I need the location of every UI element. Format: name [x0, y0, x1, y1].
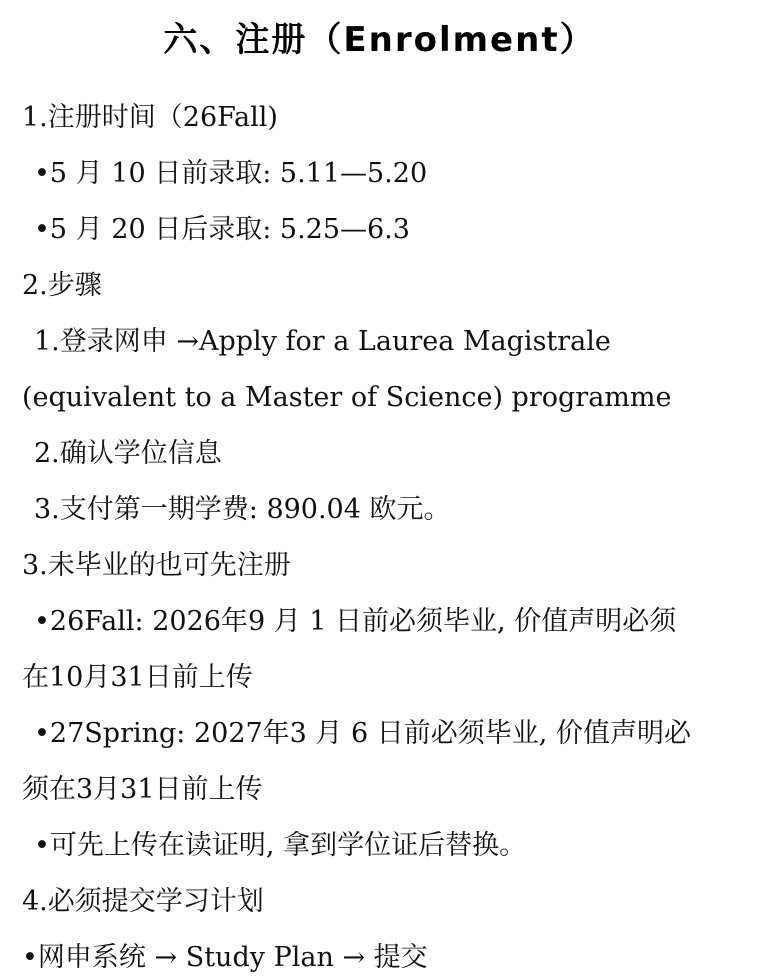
list-item-continuation: (equivalent to a Master of Science) programme	[22, 382, 672, 413]
list-item: •5 月 10 日前录取: 5.11—5.20	[34, 158, 428, 189]
list-item: 3.支付第一期学费: 890.04 欧元。	[34, 494, 451, 525]
list-item: •网申系统 → Study Plan → 提交	[22, 942, 428, 973]
list-item-continuation: 在10月31日前上传	[22, 662, 253, 693]
list-item: •可先上传在读证明, 拿到学位证后替换。	[34, 830, 527, 861]
page-title: 六、注册（Enrolment）	[163, 20, 596, 60]
list-item: •26Fall: 2026年9 月 1 日前必须毕业, 价值声明必须	[34, 606, 677, 637]
list-item: •5 月 20 日后录取: 5.25—6.3	[34, 214, 410, 245]
list-item: 2.确认学位信息	[34, 438, 222, 469]
section-heading-steps: 2.步骤	[22, 270, 102, 301]
list-item: •27Spring: 2027年3 月 6 日前必须毕业, 价值声明必	[34, 718, 691, 749]
section-heading-registration-time: 1.注册时间（26Fall)	[22, 102, 278, 133]
list-item-continuation: 须在3月31日前上传	[22, 774, 263, 805]
section-heading-study-plan: 4.必须提交学习计划	[22, 886, 264, 917]
section-heading-early-registration: 3.未毕业的也可先注册	[22, 550, 291, 581]
list-item: 1.登录网申 →Apply for a Laurea Magistrale	[34, 326, 611, 357]
